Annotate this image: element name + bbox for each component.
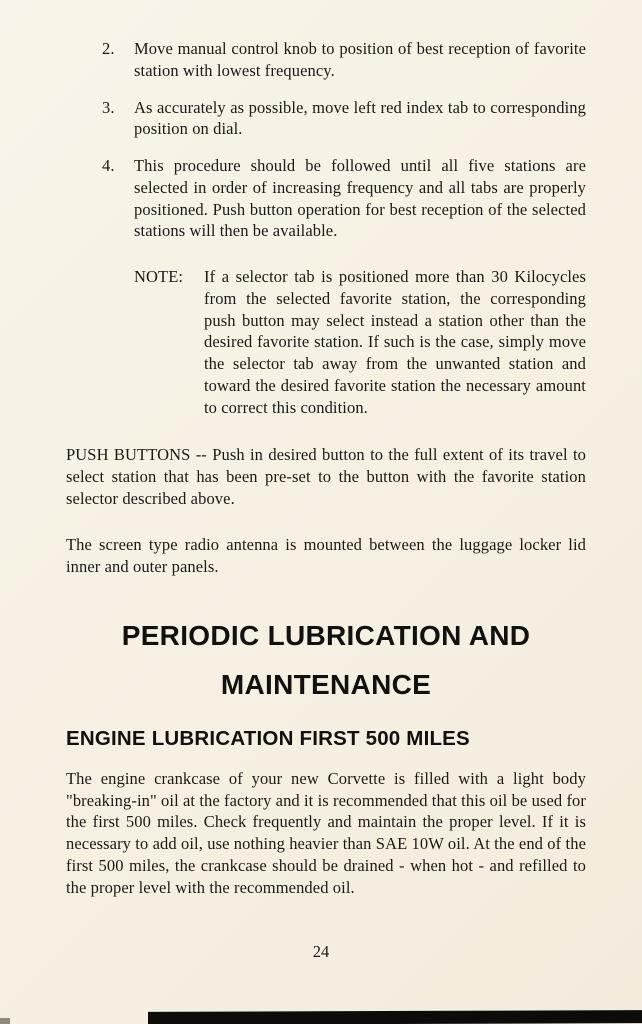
list-item-number: 2. [102, 39, 115, 58]
page-number: 24 [312, 942, 330, 961]
section-heading: PERIODIC LUBRICATION AND MAINTENANCE [121, 620, 531, 701]
list-item-text: This procedure should be followed until all five stations are selected in order of increasing frequency and all tabs are properly positioned. Push button operation for best reception of the selected stations will then be available. [134, 156, 586, 241]
list-item-text: As accurately as possible, move left red index tab to corresponding position on dial. [134, 97, 586, 139]
note-block [134, 266, 586, 418]
engine-lubrication-paragraph: The engine crankcase of your new Corvette is filled with a light body "breaking-in" oil at the factory and it is recommended that this oil be used for the first 500 miles. Check frequently and maintain the proper level. If it is necessary to add oil, use nothing heavier than SAE 10W oil. At the end of the first 500 miles, the crankcase should be drained - when hot - and refilled to the proper level with the recommended oil. [66, 768, 586, 897]
list-item-text: Move manual control knob to position of best reception of favorite station with lowest frequency. [134, 39, 586, 80]
list-item-number: 3. [102, 97, 115, 117]
list-item-number: 4. [102, 156, 115, 176]
note-text: If a selector tab is positioned more than 30 Kilocycles from the selected favorite station, the corresponding push button may select instead a station other than the desired favorite station. If such is the case, simply move the selector tab away from the unwanted station and toward the desired favorite station the necessary amount to correct this condition. [204, 267, 586, 417]
push-buttons-paragraph: PUSH BUTTONS -- Push in desired button to the full extent of its travel to select station that has been pre-set to the button with the favorite station selector described above. [66, 445, 586, 509]
antenna-paragraph: The screen type radio antenna is mounted between the luggage locker lid inner and outer panels. [66, 534, 586, 576]
list-item [102, 155, 586, 242]
list-item [102, 97, 586, 141]
numbered-list [102, 38, 586, 242]
scan-artifact-edge [0, 1018, 10, 1024]
page-content [66, 38, 586, 922]
subsection-heading: ENGINE LUBRICATION FIRST 500 MILES [66, 727, 470, 751]
list-item [102, 38, 586, 82]
note-label: NOTE: [134, 267, 184, 287]
scan-artifact-bar [148, 1010, 642, 1024]
